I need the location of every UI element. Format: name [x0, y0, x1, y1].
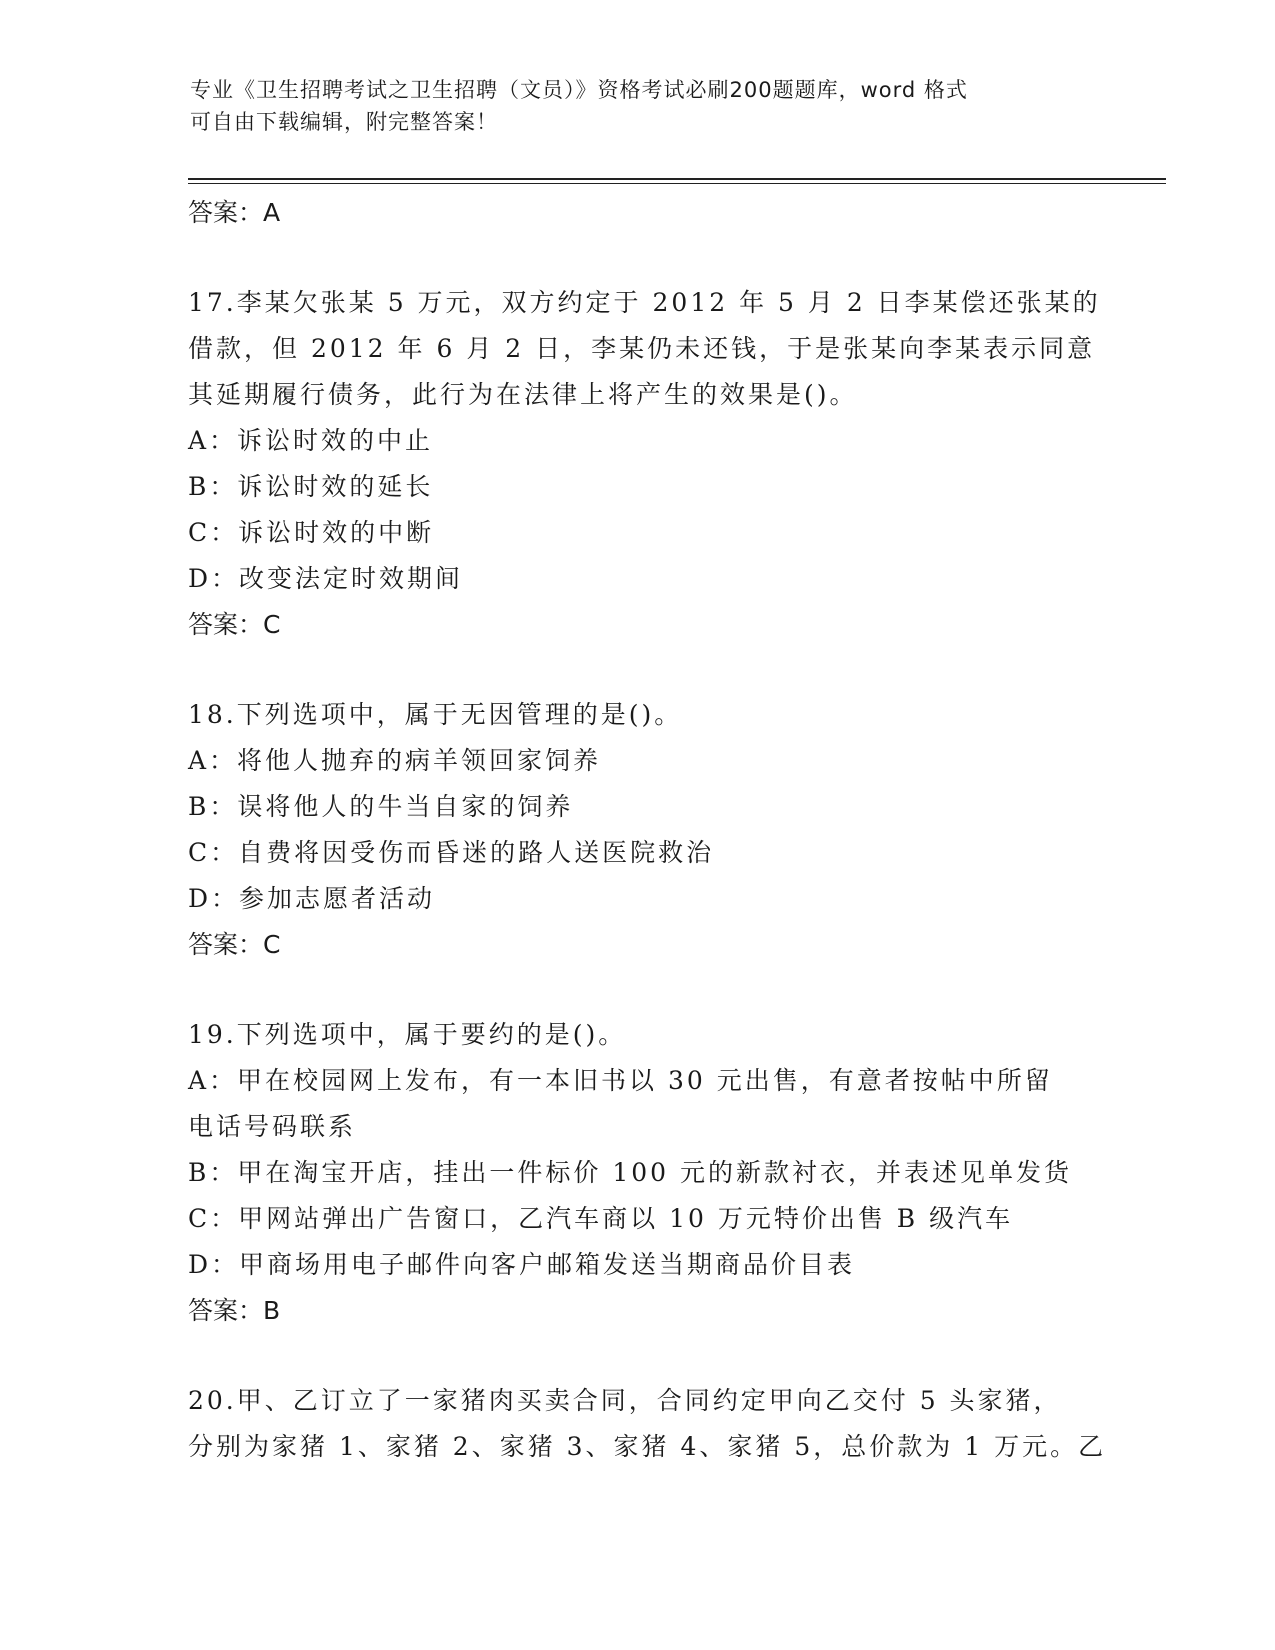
- document-header: [190, 74, 1090, 138]
- question-17: [188, 280, 1168, 648]
- option-c: C：诉讼时效的中断: [188, 518, 435, 547]
- question-stem-line: 20.甲、乙订立了一家猪肉买卖合同，合同约定甲向乙交付 5 头家猪，: [188, 1386, 1062, 1415]
- header-rule-thick: [188, 178, 1166, 180]
- answer-line: 答案：A: [188, 198, 281, 227]
- answer-line: 答案：C: [188, 610, 281, 639]
- option-a-continued: 电话号码联系: [188, 1112, 357, 1141]
- question-stem-line: 19.下列选项中，属于要约的是()。: [188, 1020, 627, 1049]
- question-stem-line: 分别为家猪 1、家猪 2、家猪 3、家猪 4、家猪 5，总价款为 1 万元。乙: [188, 1432, 1107, 1461]
- option-d: D：甲商场用电子邮件向客户邮箱发送当期商品价目表: [188, 1250, 856, 1279]
- option-a: A：甲在校园网上发布，有一本旧书以 30 元出售，有意者按帖中所留: [188, 1066, 1053, 1095]
- option-b: B：诉讼时效的延长: [188, 472, 434, 501]
- spacer: [188, 968, 1168, 1012]
- header-rule-thin: [188, 183, 1166, 184]
- header-line-2: 可自由下载编辑，附完整答案！: [190, 110, 498, 134]
- question-19: [188, 1012, 1168, 1334]
- answer-line: 答案：C: [188, 930, 281, 959]
- option-a: A：将他人抛弃的病羊领回家饲养: [188, 746, 602, 775]
- option-c: C：自费将因受伤而昏迷的路人送医院救治: [188, 838, 715, 867]
- spacer: [188, 236, 1168, 280]
- option-d: D：改变法定时效期间: [188, 564, 464, 593]
- option-a: A：诉讼时效的中止: [188, 426, 434, 455]
- option-d: D：参加志愿者活动: [188, 884, 436, 913]
- document-body: [188, 190, 1168, 1470]
- option-b: B：误将他人的牛当自家的饲养: [188, 792, 574, 821]
- spacer: [188, 1334, 1168, 1378]
- question-20: [188, 1378, 1168, 1470]
- question-18: [188, 692, 1168, 968]
- option-b: B：甲在淘宝开店，挂出一件标价 100 元的新款衬衣，并表述见单发货: [188, 1158, 1072, 1187]
- answer-line: 答案：B: [188, 1296, 281, 1325]
- spacer: [188, 648, 1168, 692]
- question-stem-line: 17.李某欠张某 5 万元，双方约定于 2012 年 5 月 2 日李某偿还张某的: [188, 288, 1101, 317]
- header-line-1: 专业《卫生招聘考试之卫生招聘（文员）》资格考试必刷200题题库，word 格式: [190, 78, 968, 102]
- option-c: C：甲网站弹出广告窗口，乙汽车商以 10 万元特价出售 B 级汽车: [188, 1204, 1014, 1233]
- question-stem-line: 借款，但 2012 年 6 月 2 日，李某仍未还钱，于是张某向李某表示同意: [188, 334, 1096, 363]
- question-stem-line: 其延期履行债务，此行为在法律上将产生的效果是()。: [188, 380, 858, 409]
- question-stem-line: 18.下列选项中，属于无因管理的是()。: [188, 700, 683, 729]
